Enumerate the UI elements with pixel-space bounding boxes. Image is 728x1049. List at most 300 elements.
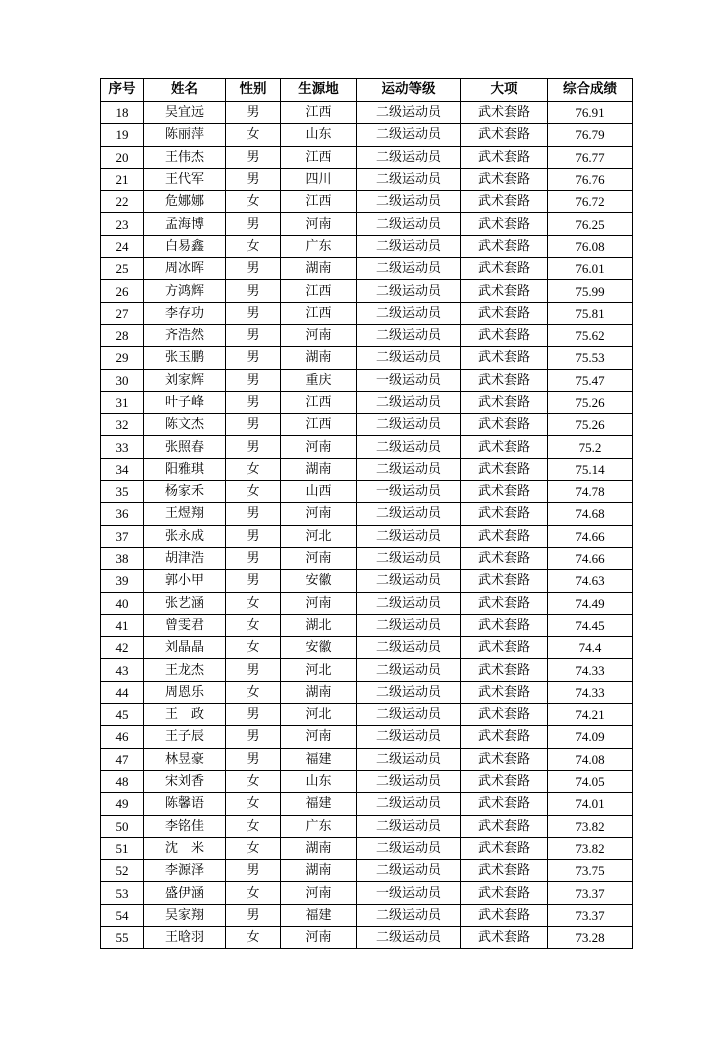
cell-event: 武术套路 (461, 748, 548, 770)
cell-index: 45 (101, 704, 144, 726)
table-row (101, 704, 633, 726)
cell-gender: 男 (226, 904, 281, 926)
table-row (101, 235, 633, 257)
table-row (101, 770, 633, 792)
cell-name: 宋刘香 (144, 770, 226, 792)
col-header-event: 大项 (461, 79, 548, 102)
cell-index: 48 (101, 770, 144, 792)
cell-name: 陈丽萍 (144, 124, 226, 146)
cell-index: 36 (101, 503, 144, 525)
table-row (101, 503, 633, 525)
table-row (101, 882, 633, 904)
cell-event: 武术套路 (461, 302, 548, 324)
cell-gender: 男 (226, 324, 281, 346)
cell-athlete-level: 二级运动员 (357, 213, 461, 235)
cell-index: 40 (101, 592, 144, 614)
cell-gender: 女 (226, 681, 281, 703)
cell-gender: 男 (226, 280, 281, 302)
table-row (101, 458, 633, 480)
table-row (101, 614, 633, 636)
cell-event: 武术套路 (461, 815, 548, 837)
cell-index: 20 (101, 146, 144, 168)
cell-score: 75.14 (548, 458, 633, 480)
cell-origin: 江西 (281, 414, 357, 436)
cell-event: 武术套路 (461, 882, 548, 904)
cell-gender: 女 (226, 235, 281, 257)
cell-origin: 河南 (281, 926, 357, 948)
table-row (101, 124, 633, 146)
table-row (101, 213, 633, 235)
cell-name: 王龙杰 (144, 659, 226, 681)
table-row (101, 168, 633, 190)
cell-event: 武术套路 (461, 681, 548, 703)
header-row (101, 79, 633, 102)
cell-score: 74.08 (548, 748, 633, 770)
cell-athlete-level: 二级运动员 (357, 614, 461, 636)
cell-origin: 河南 (281, 726, 357, 748)
cell-index: 26 (101, 280, 144, 302)
cell-index: 49 (101, 793, 144, 815)
cell-event: 武术套路 (461, 503, 548, 525)
table-row (101, 793, 633, 815)
cell-gender: 女 (226, 614, 281, 636)
cell-event: 武术套路 (461, 324, 548, 346)
cell-athlete-level: 二级运动员 (357, 726, 461, 748)
cell-gender: 男 (226, 570, 281, 592)
table-row (101, 748, 633, 770)
cell-athlete-level: 一级运动员 (357, 369, 461, 391)
cell-athlete-level: 二级运动员 (357, 592, 461, 614)
cell-index: 51 (101, 837, 144, 859)
cell-name: 阳雅琪 (144, 458, 226, 480)
cell-gender: 男 (226, 659, 281, 681)
cell-gender: 男 (226, 525, 281, 547)
cell-name: 陈文杰 (144, 414, 226, 436)
cell-event: 武术套路 (461, 436, 548, 458)
cell-origin: 福建 (281, 793, 357, 815)
cell-index: 19 (101, 124, 144, 146)
cell-gender: 男 (226, 369, 281, 391)
cell-name: 周冰晖 (144, 258, 226, 280)
cell-event: 武术套路 (461, 258, 548, 280)
cell-name: 齐浩然 (144, 324, 226, 346)
cell-index: 30 (101, 369, 144, 391)
cell-gender: 女 (226, 592, 281, 614)
table-row (101, 481, 633, 503)
cell-score: 73.82 (548, 837, 633, 859)
cell-origin: 湖南 (281, 681, 357, 703)
cell-score: 75.47 (548, 369, 633, 391)
cell-name: 曾雯君 (144, 614, 226, 636)
cell-index: 50 (101, 815, 144, 837)
cell-gender: 男 (226, 168, 281, 190)
cell-event: 武术套路 (461, 102, 548, 124)
cell-gender: 男 (226, 503, 281, 525)
cell-score: 76.91 (548, 102, 633, 124)
cell-index: 27 (101, 302, 144, 324)
cell-score: 75.81 (548, 302, 633, 324)
table-row (101, 347, 633, 369)
cell-name: 叶子峰 (144, 391, 226, 413)
cell-gender: 男 (226, 704, 281, 726)
cell-score: 73.75 (548, 860, 633, 882)
col-header-athlete-level: 运动等级 (357, 79, 461, 102)
table-row (101, 191, 633, 213)
cell-gender: 女 (226, 770, 281, 792)
cell-gender: 女 (226, 793, 281, 815)
cell-event: 武术套路 (461, 726, 548, 748)
cell-name: 王晗羽 (144, 926, 226, 948)
table-row (101, 547, 633, 569)
cell-origin: 福建 (281, 748, 357, 770)
cell-gender: 女 (226, 637, 281, 659)
cell-score: 74.45 (548, 614, 633, 636)
cell-athlete-level: 二级运动员 (357, 525, 461, 547)
cell-origin: 重庆 (281, 369, 357, 391)
cell-origin: 四川 (281, 168, 357, 190)
cell-athlete-level: 二级运动员 (357, 458, 461, 480)
cell-index: 22 (101, 191, 144, 213)
cell-origin: 江西 (281, 191, 357, 213)
table-row (101, 525, 633, 547)
cell-origin: 湖南 (281, 860, 357, 882)
cell-index: 32 (101, 414, 144, 436)
cell-index: 43 (101, 659, 144, 681)
cell-name: 盛伊涵 (144, 882, 226, 904)
cell-gender: 男 (226, 302, 281, 324)
cell-event: 武术套路 (461, 637, 548, 659)
cell-score: 74.33 (548, 659, 633, 681)
cell-score: 74.05 (548, 770, 633, 792)
cell-athlete-level: 二级运动员 (357, 837, 461, 859)
cell-origin: 山东 (281, 124, 357, 146)
cell-origin: 河南 (281, 436, 357, 458)
cell-score: 73.28 (548, 926, 633, 948)
cell-gender: 男 (226, 347, 281, 369)
table-row (101, 592, 633, 614)
cell-index: 25 (101, 258, 144, 280)
cell-gender: 女 (226, 837, 281, 859)
cell-name: 王煜翔 (144, 503, 226, 525)
cell-event: 武术套路 (461, 837, 548, 859)
cell-event: 武术套路 (461, 280, 548, 302)
cell-origin: 广东 (281, 235, 357, 257)
cell-event: 武术套路 (461, 481, 548, 503)
cell-athlete-level: 二级运动员 (357, 146, 461, 168)
cell-origin: 江西 (281, 102, 357, 124)
cell-athlete-level: 一级运动员 (357, 882, 461, 904)
cell-score: 76.76 (548, 168, 633, 190)
cell-event: 武术套路 (461, 659, 548, 681)
cell-event: 武术套路 (461, 547, 548, 569)
cell-origin: 河北 (281, 659, 357, 681)
cell-name: 杨家禾 (144, 481, 226, 503)
cell-gender: 男 (226, 547, 281, 569)
cell-origin: 湖南 (281, 258, 357, 280)
cell-score: 75.26 (548, 414, 633, 436)
cell-event: 武术套路 (461, 793, 548, 815)
cell-index: 23 (101, 213, 144, 235)
cell-origin: 湖南 (281, 458, 357, 480)
cell-score: 75.62 (548, 324, 633, 346)
table-row (101, 280, 633, 302)
cell-gender: 女 (226, 926, 281, 948)
scores-table (100, 78, 633, 949)
cell-score: 74.78 (548, 481, 633, 503)
cell-score: 74.66 (548, 525, 633, 547)
cell-origin: 江西 (281, 302, 357, 324)
col-header-total-score: 综合成绩 (548, 79, 633, 102)
cell-gender: 男 (226, 146, 281, 168)
cell-origin: 湖北 (281, 614, 357, 636)
cell-name: 王代军 (144, 168, 226, 190)
cell-event: 武术套路 (461, 904, 548, 926)
cell-score: 74.49 (548, 592, 633, 614)
cell-index: 46 (101, 726, 144, 748)
cell-origin: 江西 (281, 280, 357, 302)
cell-event: 武术套路 (461, 570, 548, 592)
cell-score: 74.09 (548, 726, 633, 748)
cell-score: 76.01 (548, 258, 633, 280)
cell-index: 41 (101, 614, 144, 636)
cell-index: 21 (101, 168, 144, 190)
cell-index: 54 (101, 904, 144, 926)
table-row (101, 302, 633, 324)
cell-index: 24 (101, 235, 144, 257)
cell-score: 75.99 (548, 280, 633, 302)
cell-name: 张玉鹏 (144, 347, 226, 369)
cell-name: 王子辰 (144, 726, 226, 748)
cell-athlete-level: 二级运动员 (357, 102, 461, 124)
cell-score: 76.25 (548, 213, 633, 235)
cell-event: 武术套路 (461, 369, 548, 391)
cell-athlete-level: 二级运动员 (357, 547, 461, 569)
table-row (101, 570, 633, 592)
table-row (101, 414, 633, 436)
cell-name: 李源泽 (144, 860, 226, 882)
cell-name: 李铭佳 (144, 815, 226, 837)
cell-origin: 安徽 (281, 637, 357, 659)
cell-gender: 女 (226, 124, 281, 146)
cell-athlete-level: 二级运动员 (357, 704, 461, 726)
cell-event: 武术套路 (461, 458, 548, 480)
cell-name: 周恩乐 (144, 681, 226, 703)
cell-score: 74.01 (548, 793, 633, 815)
col-header-index: 序号 (101, 79, 144, 102)
cell-index: 44 (101, 681, 144, 703)
cell-origin: 河南 (281, 213, 357, 235)
cell-athlete-level: 二级运动员 (357, 904, 461, 926)
cell-gender: 女 (226, 191, 281, 213)
cell-event: 武术套路 (461, 592, 548, 614)
cell-event: 武术套路 (461, 146, 548, 168)
table-row (101, 102, 633, 124)
cell-origin: 江西 (281, 146, 357, 168)
cell-index: 28 (101, 324, 144, 346)
cell-origin: 河南 (281, 547, 357, 569)
table-row (101, 659, 633, 681)
cell-index: 42 (101, 637, 144, 659)
cell-name: 张照春 (144, 436, 226, 458)
cell-name: 张艺涵 (144, 592, 226, 614)
cell-origin: 山西 (281, 481, 357, 503)
cell-athlete-level: 二级运动员 (357, 414, 461, 436)
cell-origin: 广东 (281, 815, 357, 837)
cell-index: 53 (101, 882, 144, 904)
cell-score: 74.33 (548, 681, 633, 703)
cell-athlete-level: 二级运动员 (357, 815, 461, 837)
cell-score: 74.66 (548, 547, 633, 569)
cell-index: 31 (101, 391, 144, 413)
cell-gender: 男 (226, 436, 281, 458)
cell-index: 52 (101, 860, 144, 882)
cell-index: 33 (101, 436, 144, 458)
cell-gender: 男 (226, 860, 281, 882)
cell-event: 武术套路 (461, 770, 548, 792)
cell-athlete-level: 二级运动员 (357, 324, 461, 346)
cell-event: 武术套路 (461, 168, 548, 190)
cell-athlete-level: 二级运动员 (357, 347, 461, 369)
cell-name: 陈馨语 (144, 793, 226, 815)
cell-gender: 女 (226, 458, 281, 480)
cell-name: 吴家翔 (144, 904, 226, 926)
cell-gender: 男 (226, 726, 281, 748)
cell-event: 武术套路 (461, 124, 548, 146)
cell-score: 76.08 (548, 235, 633, 257)
table-row (101, 860, 633, 882)
cell-origin: 江西 (281, 391, 357, 413)
cell-gender: 男 (226, 102, 281, 124)
cell-name: 吴宜远 (144, 102, 226, 124)
table-row (101, 324, 633, 346)
table-body (101, 102, 633, 949)
cell-name: 孟海博 (144, 213, 226, 235)
cell-score: 76.77 (548, 146, 633, 168)
cell-index: 38 (101, 547, 144, 569)
cell-origin: 山东 (281, 770, 357, 792)
table-row (101, 369, 633, 391)
table-row (101, 837, 633, 859)
cell-name: 张永成 (144, 525, 226, 547)
cell-gender: 男 (226, 391, 281, 413)
cell-athlete-level: 二级运动员 (357, 793, 461, 815)
cell-score: 76.79 (548, 124, 633, 146)
cell-athlete-level: 一级运动员 (357, 481, 461, 503)
cell-score: 74.63 (548, 570, 633, 592)
cell-event: 武术套路 (461, 704, 548, 726)
cell-index: 29 (101, 347, 144, 369)
cell-score: 73.37 (548, 882, 633, 904)
cell-score: 74.21 (548, 704, 633, 726)
cell-athlete-level: 二级运动员 (357, 770, 461, 792)
cell-origin: 河北 (281, 704, 357, 726)
cell-athlete-level: 二级运动员 (357, 860, 461, 882)
table-row (101, 436, 633, 458)
cell-score: 73.37 (548, 904, 633, 926)
cell-event: 武术套路 (461, 614, 548, 636)
cell-athlete-level: 二级运动员 (357, 280, 461, 302)
cell-index: 18 (101, 102, 144, 124)
cell-score: 73.82 (548, 815, 633, 837)
cell-index: 34 (101, 458, 144, 480)
cell-event: 武术套路 (461, 926, 548, 948)
cell-name: 沈 米 (144, 837, 226, 859)
col-header-gender: 性别 (226, 79, 281, 102)
table-row (101, 926, 633, 948)
cell-index: 47 (101, 748, 144, 770)
cell-name: 刘家辉 (144, 369, 226, 391)
cell-origin: 河南 (281, 882, 357, 904)
cell-event: 武术套路 (461, 191, 548, 213)
cell-gender: 男 (226, 258, 281, 280)
cell-score: 74.68 (548, 503, 633, 525)
cell-gender: 男 (226, 213, 281, 235)
cell-origin: 安徽 (281, 570, 357, 592)
cell-origin: 河南 (281, 592, 357, 614)
table-row (101, 681, 633, 703)
cell-index: 39 (101, 570, 144, 592)
table-row (101, 904, 633, 926)
cell-origin: 河北 (281, 525, 357, 547)
table-row (101, 146, 633, 168)
cell-athlete-level: 二级运动员 (357, 124, 461, 146)
cell-score: 74.4 (548, 637, 633, 659)
cell-score: 75.26 (548, 391, 633, 413)
col-header-name: 姓名 (144, 79, 226, 102)
cell-athlete-level: 二级运动员 (357, 926, 461, 948)
cell-origin: 湖南 (281, 837, 357, 859)
cell-gender: 男 (226, 748, 281, 770)
cell-origin: 福建 (281, 904, 357, 926)
col-header-origin: 生源地 (281, 79, 357, 102)
cell-gender: 女 (226, 481, 281, 503)
cell-name: 李存功 (144, 302, 226, 324)
cell-gender: 女 (226, 882, 281, 904)
cell-origin: 河南 (281, 324, 357, 346)
table-row (101, 637, 633, 659)
cell-athlete-level: 二级运动员 (357, 302, 461, 324)
cell-athlete-level: 二级运动员 (357, 637, 461, 659)
table-row (101, 815, 633, 837)
cell-athlete-level: 二级运动员 (357, 659, 461, 681)
cell-athlete-level: 二级运动员 (357, 191, 461, 213)
table-row (101, 726, 633, 748)
cell-event: 武术套路 (461, 391, 548, 413)
cell-athlete-level: 二级运动员 (357, 391, 461, 413)
cell-origin: 河南 (281, 503, 357, 525)
table-row (101, 258, 633, 280)
document-page (100, 78, 632, 949)
cell-score: 75.2 (548, 436, 633, 458)
cell-athlete-level: 二级运动员 (357, 258, 461, 280)
cell-athlete-level: 二级运动员 (357, 235, 461, 257)
cell-event: 武术套路 (461, 414, 548, 436)
cell-index: 37 (101, 525, 144, 547)
cell-athlete-level: 二级运动员 (357, 436, 461, 458)
cell-name: 王伟杰 (144, 146, 226, 168)
cell-athlete-level: 二级运动员 (357, 681, 461, 703)
cell-athlete-level: 二级运动员 (357, 168, 461, 190)
cell-name: 危娜娜 (144, 191, 226, 213)
cell-name: 刘晶晶 (144, 637, 226, 659)
cell-name: 郭小甲 (144, 570, 226, 592)
cell-score: 75.53 (548, 347, 633, 369)
cell-event: 武术套路 (461, 347, 548, 369)
cell-gender: 男 (226, 414, 281, 436)
cell-name: 王 政 (144, 704, 226, 726)
cell-athlete-level: 二级运动员 (357, 570, 461, 592)
cell-name: 林昱豪 (144, 748, 226, 770)
